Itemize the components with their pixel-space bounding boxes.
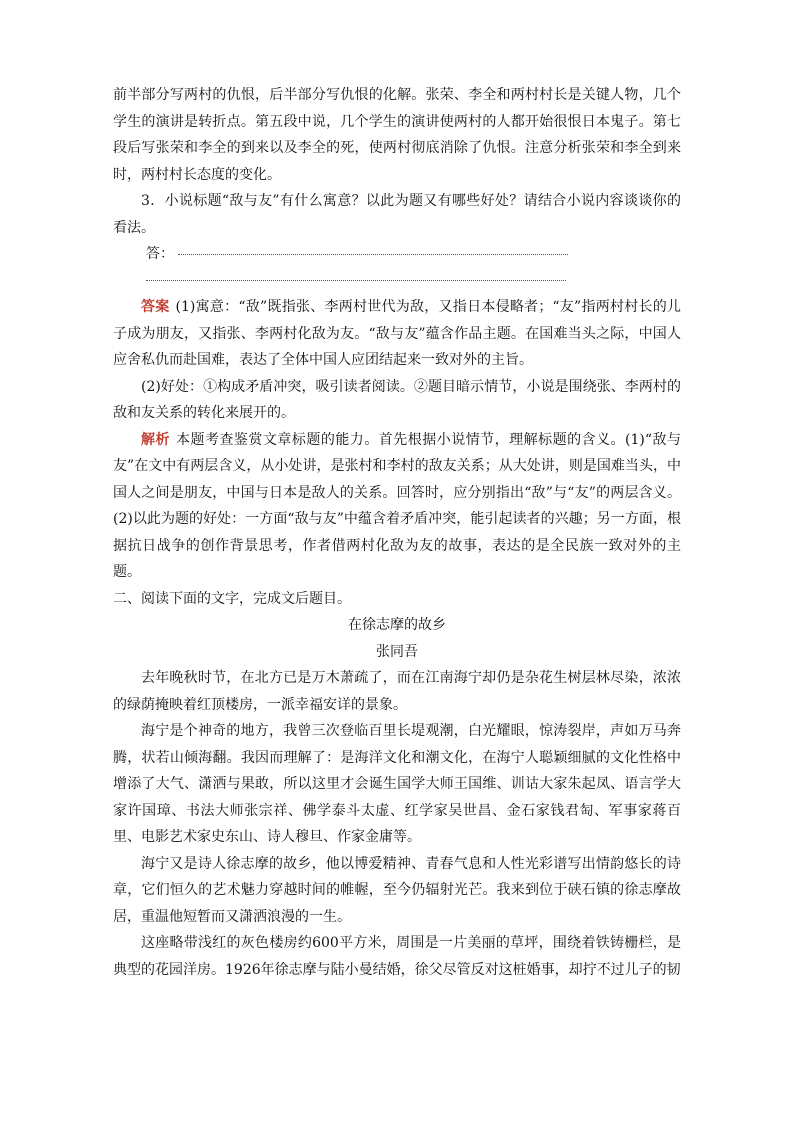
question-3: 3．小说标题“敌与友”有什么寓意？以此为题又有哪些好处？请结合小说内容谈谈你的看法。 xyxy=(113,193,681,236)
article-author: 张同吾 xyxy=(376,643,418,660)
answer-blank[interactable] xyxy=(146,280,566,281)
analysis-label: 解析 xyxy=(141,431,170,448)
answer-line-1[interactable] xyxy=(113,241,681,268)
answer-blank[interactable] xyxy=(178,254,568,255)
article-paragraph-4: 这座略带浅红的灰色楼房约600平方米，周围是一片美丽的草坪，围绕着铁铸栅栏，是典型的花园洋房。1926年徐志摩与陆小曼结婚，徐父尽管反对这桩婚事，却拧不过儿子的韧 xyxy=(113,935,681,978)
answer-line-2[interactable] xyxy=(113,268,681,295)
answer-text-1: (1)寓意：“敌”既指张、李两村世代为敌，又指日本侵略者；“友”指两村村长的儿子成为朋友，又指张、李两村化敌为友。“敌与友”蕴含作品主题。在国难当头之际，中国人应舍私仇而赴国难，表达了全体中国人应团结起来一致对外的主旨。 xyxy=(113,299,681,368)
analysis-paragraph xyxy=(113,427,681,586)
answer-prompt: 答： xyxy=(146,246,174,262)
answer-paragraph-1 xyxy=(113,294,681,374)
article-paragraph-3: 海宁又是诗人徐志摩的故乡，他以博爱精神、青春气息和人性光彩谱写出情韵悠长的诗章，它们恒久的艺术魅力穿越时间的帷幄，至今仍辐射光芒。我来到位于硖石镇的徐志摩故居，重温他短暂而又潇洒浪漫的一生。 xyxy=(113,855,681,925)
answer-paragraph-2: (2)好处：①构成矛盾冲突，吸引读者阅读。②题目暗示情节，小说是围绕张、李两村的敌和友关系的转化来展开的。 xyxy=(113,378,681,421)
article-paragraph-1: 去年晚秋时节，在北方已是万木萧疏了，而在江南海宁却仍是杂花生树层林尽染，浓浓的绿荫掩映着红顶楼房，一派幸福安详的景象。 xyxy=(113,670,681,713)
article-paragraph-2: 海宁是个神奇的地方，我曾三次登临百里长堤观潮，白光耀眼，惊涛裂岸，声如万马奔腾，状若山倾海翻。我因而理解了：是海洋文化和潮文化，在海宁人聪颖细腻的文化性格中增添了大气、潇洒与果敢，所以这里才会诞生国学大师王国维、训诂大家朱起凤、语言学大家许国璋、书法大师张宗祥、佛学泰斗太虚、红学家吴世昌、金石家钱君匋、军事家蒋百里、电影艺术家史东山、诗人穆旦、作家金庸等。 xyxy=(113,723,681,845)
analysis-text: 本题考查鉴赏文章标题的能力。首先根据小说情节，理解标题的含义。(1)“敌与友”在文中有两层含义，从小处讲，是张村和李村的敌友关系；从大处讲，则是国难当头，中国人之间是朋友，中国与日本是敌人的关系。回答时，应分别指出“敌”与“友”的两层含义。(2)以此为题的好处：一方面“敌与友”中蕴含着矛盾冲突，能引起读者的兴趣；另一方面，根据抗日战争的创作背景思考，作者借两村化敌为友的故事，表达的是全民族一致对外的主题。 xyxy=(113,431,681,580)
answer-label: 答案 xyxy=(141,299,170,315)
article-title: 在徐志摩的故乡 xyxy=(348,617,446,633)
document-page xyxy=(113,82,681,983)
section-heading: 二、阅读下面的文字，完成文后题目。 xyxy=(113,590,351,607)
analysis-continuation: 前半部分写两村的仇恨，后半部分写仇恨的化解。张荣、李全和两村村长是关键人物，几个学生的演讲是转折点。第五段中说，几个学生的演讲使两村的人都开始很恨日本鬼子。第七段后写张荣和李全的到来以及李全的死，使两村彻底消除了仇恨。注意分析张荣和李全到来时，两村村长态度的变化。 xyxy=(113,87,681,183)
